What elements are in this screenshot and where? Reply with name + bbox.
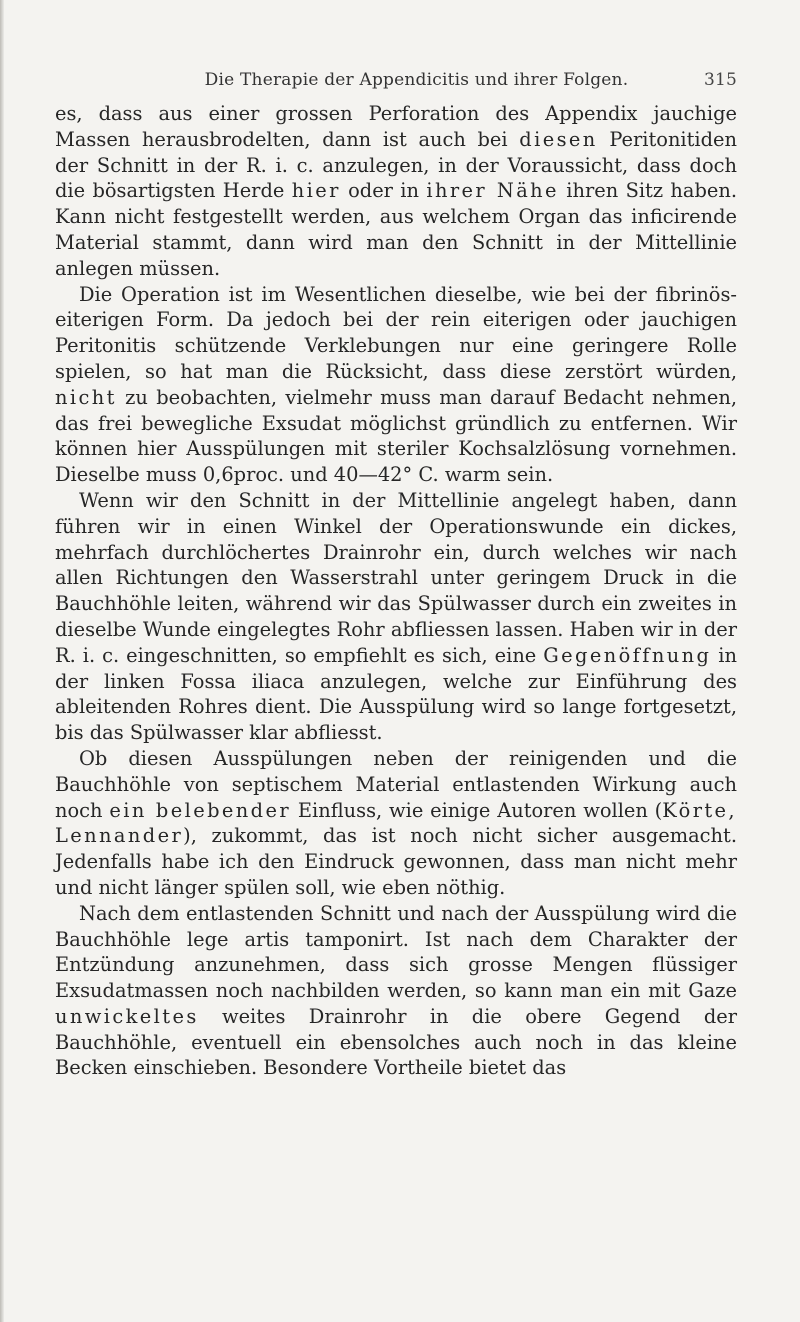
text-run: es, dass aus einer grossen Perforation des Appendix jauchige Massen herausbrodelten, dann ist auch bei — [55, 102, 737, 151]
text-run: in der linken Fossa iliaca anzulegen, welche zur Einführung des ableitenden Rohres dient. Die Ausspülung wird so lange fortgesetzt, bis das Spülwasser klar abfliesst. — [55, 643, 737, 745]
text-run: ), zukommt, das ist noch nicht sicher ausgemacht. Jedenfalls habe ich den Eindruck gewonnen, dass man nicht mehr und nicht länger spülen soll, wie eben nöthig. — [55, 824, 737, 899]
spaced-emphasis-text: unwickeltes — [55, 1004, 199, 1028]
text-run: Wenn wir den Schnitt in der Mittellinie angelegt haben, dann führen wir in einen Winkel der Operationswunde ein dickes, mehrfach durchlöchertes Drainrohr ein, durch welches wir nach allen Richtungen den Wasserstrahl unter geringem Druck in die Bauchhöhle leiten, während wir das Spülwasser durch ein zweites in dieselbe Wunde eingelegtes Rohr abfliessen lassen. Haben wir in der R. i. c. eingeschnitten, so empfiehlt es sich, eine — [55, 488, 737, 667]
spaced-emphasis-text: Körte, Lennander — [55, 798, 737, 848]
spaced-emphasis-text: ihrer Nähe — [426, 179, 559, 203]
spaced-emphasis-text: diesen — [519, 127, 598, 151]
text-run: zu beobachten, vielmehr muss man darauf Bedacht nehmen, das frei bewegliche Exsudat möglichst gründlich zu entfernen. Wir können hier Ausspülungen mit steriler Kochsalzlösung vornehmen. Dieselbe muss 0,6proc. und 40—42° C. warm sein. — [55, 385, 737, 487]
spaced-emphasis-text: ein belebender — [109, 798, 292, 822]
spaced-emphasis-text: Gegenöffnung — [543, 643, 712, 667]
text-run: Ob diesen Ausspülungen neben der reinigenden und die Bauchhöhle von septischem Material entlastenden Wirkung auch noch — [55, 746, 737, 822]
page-number: 315 — [703, 70, 737, 90]
paragraph — [55, 282, 737, 488]
text-run: Die Operation ist im Wesentlichen dieselbe, wie bei der fibrinös-eiterigen Form. Da jedoch bei der rein eiterigen oder jauchigen Peritonitis schützende Verklebungen nur eine geringere Rolle spielen, so hat man die Rücksicht, dass diese zerstört würden, — [55, 282, 737, 383]
text-run: weites Drainrohr in die obere Gegend der Bauchhöhle, eventuell ein ebensolches auch noch in das kleine Becken einschieben. Besondere Vortheile bietet das — [55, 1004, 737, 1080]
running-title: Die Therapie der Appendicitis und ihrer Folgen. — [204, 70, 629, 90]
text-run: oder in — [340, 179, 427, 203]
paragraph — [55, 101, 737, 282]
text-run: ihren Sitz haben. Kann nicht festgestellt werden, aus welchem Organ das inficirende Material stammt, dann wird man den Schnitt in der Mittellinie anlegen müssen. — [55, 179, 738, 280]
paragraph — [55, 488, 737, 746]
body-text — [55, 101, 737, 1081]
text-run: Peritonitiden der Schnitt in der R. i. c. anzulegen, in der Voraussicht, dass doch die bösartigsten Herde — [55, 127, 738, 203]
text-run: Nach dem entlastenden Schnitt und nach der Ausspülung wird die Bauchhöhle lege artis tamponirt. Ist nach dem Charakter der Entzündung anzunehmen, dass sich grosse Mengen flüssiger Exsudatmassen noch nachbilden werden, so kann man ein mit Gaze — [55, 901, 737, 1003]
paragraph — [55, 746, 737, 901]
spaced-emphasis-text: nicht — [55, 385, 117, 409]
text-run: Einfluss, wie einige Autoren wollen ( — [291, 798, 663, 822]
paragraph — [55, 901, 737, 1082]
running-header — [96, 70, 737, 96]
spaced-emphasis-text: hier — [291, 179, 341, 203]
